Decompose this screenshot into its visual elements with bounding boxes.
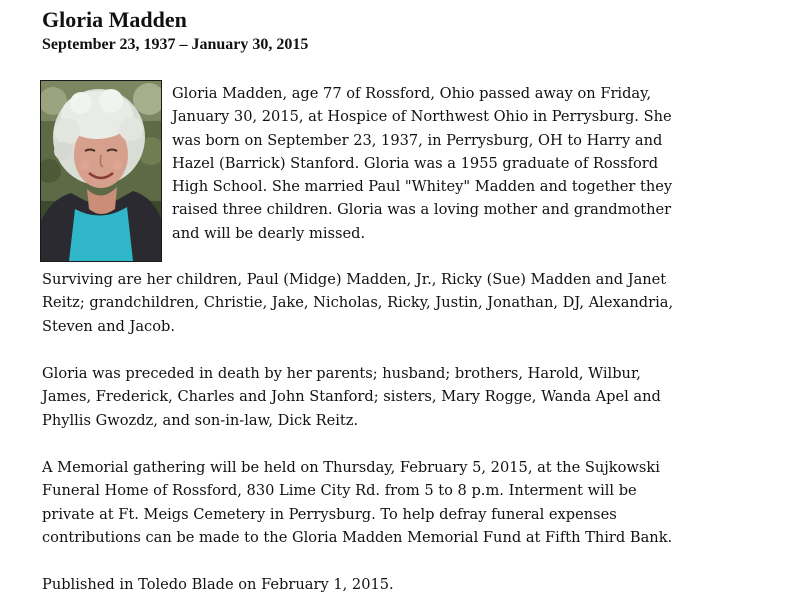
- text-line: was born on September 23, 1937, in Perrysburg, OH to Harry and: [172, 131, 663, 149]
- text-line: Surviving are her children, Paul (Midge) Madden, Jr., Ricky (Sue) Madden and Janet: [42, 271, 667, 288]
- text-line: Gloria Madden, age 77 of Rossford, Ohio passed away on Friday,: [172, 85, 652, 102]
- paragraph-survivors: [42, 268, 673, 338]
- text-line: Published in Toledo Blade on February 1, 2015.: [42, 576, 394, 593]
- text-line: Phyllis Gwozdz, and son-in-law, Dick Reitz.: [42, 411, 359, 429]
- text-line: raised three children. Gloria was a loving mother and grandmother: [172, 201, 672, 219]
- text-line: contributions can be made to the Gloria Madden Memorial Fund at Fifth Third Bank.: [42, 528, 673, 546]
- text-line: High School. She married Paul "Whitey" Madden and together they: [172, 178, 673, 196]
- text-line: Hazel (Barrick) Stanford. Gloria was a 1955 graduate of Rossford: [172, 154, 659, 172]
- text-line: and will be dearly missed.: [172, 224, 366, 242]
- paragraph-memorial: [42, 456, 672, 549]
- text-line: Gloria was preceded in death by her parents; husband; brothers, Harold, Wilbur,: [42, 365, 641, 382]
- text-line: Steven and Jacob.: [42, 317, 175, 335]
- paragraph-published: [42, 573, 394, 596]
- portrait-photo-icon: [41, 81, 161, 261]
- text-line: James, Frederick, Charles and John Stanford; sisters, Mary Rogge, Wanda Apel and: [42, 388, 661, 406]
- portrait-photo: [40, 80, 162, 262]
- text-line: A Memorial gathering will be held on Thursday, February 5, 2015, at the Sujkowski: [42, 459, 660, 476]
- text-line: Reitz; grandchildren, Christie, Jake, Nicholas, Ricky, Justin, Jonathan, DJ, Alexandria,: [42, 294, 674, 312]
- paragraph-preceded: [42, 362, 661, 432]
- text-line: private at Ft. Meigs Cemetery in Perrysburg. To help defray funeral expenses: [42, 505, 617, 523]
- life-dates: September 23, 1937 – January 30, 2015: [42, 36, 309, 53]
- text-line: Funeral Home of Rossford, 830 Lime City Rd. from 5 to 8 p.m. Interment will be: [42, 482, 637, 500]
- paragraph-biography: [172, 82, 672, 245]
- text-line: January 30, 2015, at Hospice of Northwest Ohio in Perrysburg. She: [172, 108, 672, 126]
- deceased-name: Gloria Madden: [42, 7, 187, 32]
